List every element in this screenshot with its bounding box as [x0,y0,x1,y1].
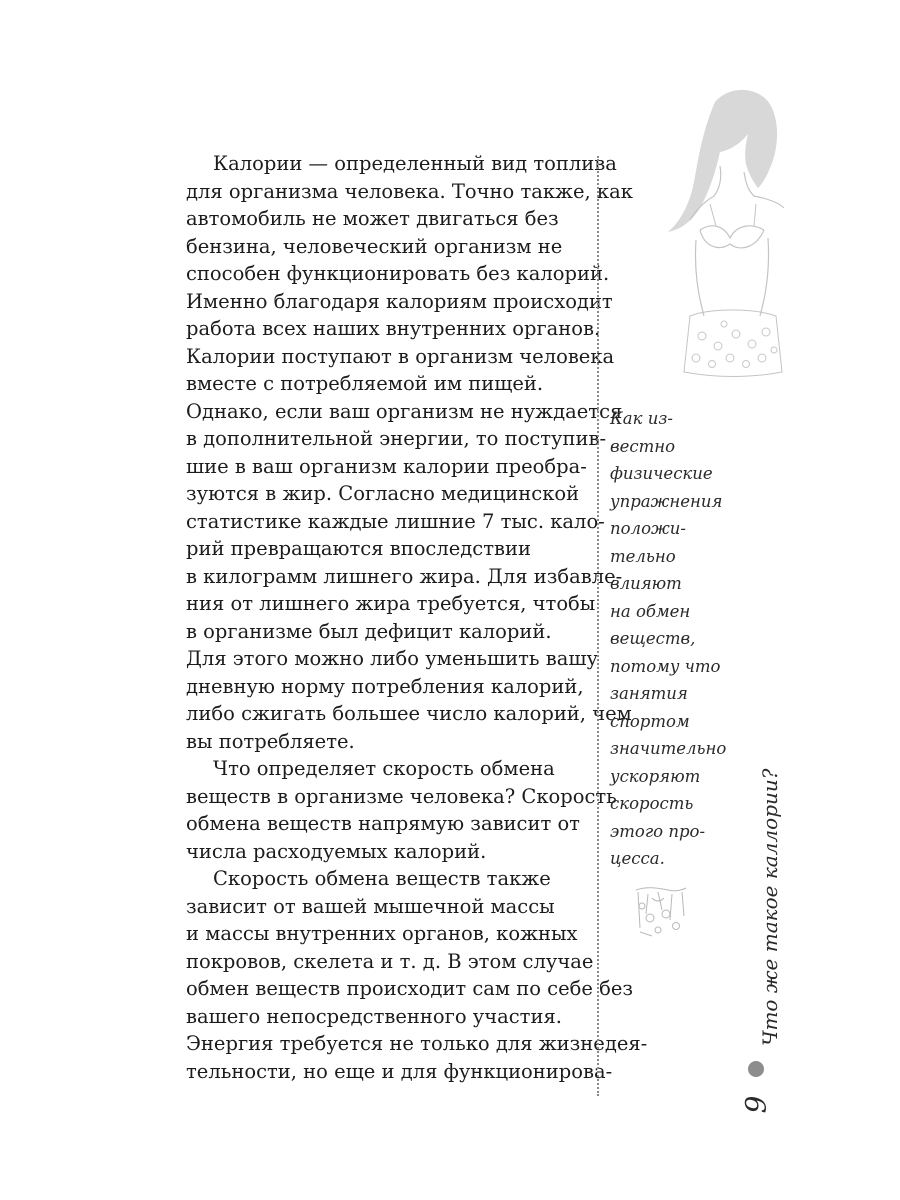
note-line: потому что [610,656,721,676]
margin-note [610,405,740,873]
body-line: работа всех наших внутренних органов. [186,317,601,340]
body-line: автомобиль не может двигаться без [186,207,559,230]
note-line: значительно [610,739,727,758]
body-line: для организма человека. Точно также, как [186,179,633,203]
body-line: Однако, если ваш организм не нуждается [186,399,623,423]
body-line: дневную норму потребления калорий, [186,674,584,698]
body-line: обмен веществ происходит сам по себе без [186,977,634,1000]
page-number: 9 [739,1095,773,1114]
body-line: вашего непосредственного участия. [186,1004,562,1028]
note-line: влияют [610,574,682,593]
body-line: Скорость обмена веществ также [213,867,551,890]
body-line: либо сжигать большее число калорий, чем [186,702,632,725]
note-line: Как из- [610,409,673,428]
body-line: обмена веществ напрямую зависит от [186,812,580,835]
note-line: цесса. [610,849,665,868]
body-line: и массы внутренних органов, кожных [186,922,578,945]
note-line: положи- [610,519,686,538]
note-line: занятия [610,684,688,703]
note-line: на обмен [610,601,691,621]
body-line: Калории — определенный вид топлива [213,152,617,175]
note-line: тельно [610,546,676,566]
body-line: зуются в жир. Согласно медицинской [186,482,580,505]
sketch-fragment-icon [632,884,688,938]
body-line: зависит от вашей мышечной массы [186,894,555,918]
note-line: спортом [610,711,690,731]
running-head: Что же такое каллории? [758,768,782,1046]
body-line: рий превращаются впоследствии [186,537,531,560]
body-line: вместе с потребляемой им пищей. [186,372,544,395]
body-line: Что определяет скорость обмена [213,757,555,780]
body-line: в дополнительной энергии, то поступив- [186,427,607,450]
body-line: в организме был дефицит калорий. [186,619,552,643]
body-line: Энергия требуется не только для жизнедея- [186,1032,648,1055]
body-line: тельности, но еще и для функционирова- [186,1059,613,1083]
note-line: ускоряют [610,766,701,786]
body-line: числа расходуемых калорий. [186,839,487,863]
body-line: ния от лишнего жира требуется, чтобы [186,592,596,615]
note-line: физические [610,464,713,483]
body-line: Именно благодаря калориям происходит [186,289,613,313]
body-line: способен функционировать без калорий. [186,262,610,285]
body-line: шие в ваш организм калории преобра- [186,454,587,478]
note-line: этого про- [610,821,706,841]
body-line: веществ в организме человека? Скорость [186,784,617,808]
note-line: скорость [610,794,694,813]
dotted-divider [597,156,599,1096]
note-line: веществ, [610,629,696,648]
body-line: статистике каждые лишние 7 тыс. кало- [186,509,605,533]
body-line: в килограмм лишнего жира. Для избавле- [186,564,623,588]
body-line: вы потребляете. [186,729,355,753]
bullet-dot [748,1061,764,1077]
body-line: Калории поступают в организм человека [186,344,615,368]
woman-sketch-icon [660,80,790,380]
note-line: упражнения [610,491,723,511]
body-line: покровов, скелета и т. д. В этом случае [186,949,594,973]
body-line: бензина, человеческий организм не [186,234,563,258]
body-line: Для этого можно либо уменьшить вашу [186,647,598,670]
note-line: вестно [610,436,676,456]
